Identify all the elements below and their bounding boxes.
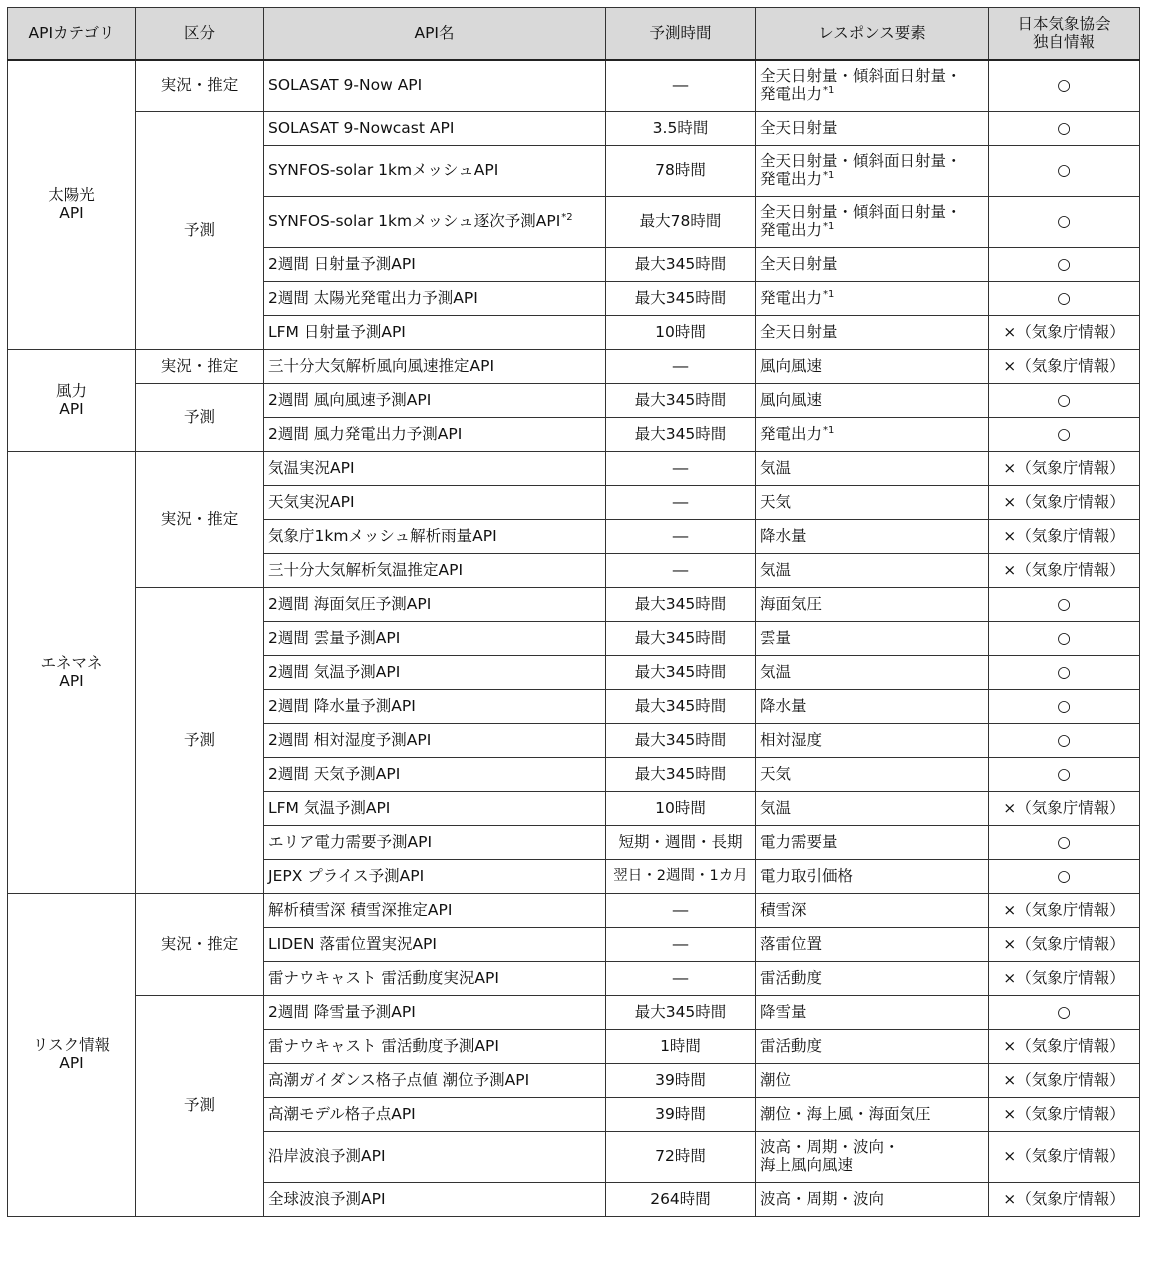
- forecast-time: 最大345時間: [606, 724, 756, 758]
- forecast-time: 78時間: [606, 146, 756, 197]
- api-list-table: [7, 7, 1140, 1217]
- footnote-mark: *2: [561, 212, 573, 224]
- original-info: ×（気象庁情報）: [989, 1064, 1140, 1098]
- table-row: [8, 350, 1140, 384]
- response-elements: 雷活動度: [756, 962, 989, 996]
- kubun-cell: 予測: [136, 384, 264, 452]
- response-elements: 電力取引価格: [756, 860, 989, 894]
- forecast-time: 短期・週間・長期: [606, 826, 756, 860]
- api-name: SYNFOS-solar 1kmメッシュAPI: [264, 146, 606, 197]
- original-info: ×（気象庁情報）: [989, 1098, 1140, 1132]
- api-name: 2週間 風力発電出力予測API: [264, 418, 606, 452]
- forecast-time: 最大345時間: [606, 656, 756, 690]
- api-name: 気象庁1kmメッシュ解析雨量API: [264, 520, 606, 554]
- response-elements: 海面気圧: [756, 588, 989, 622]
- original-info: ○: [989, 418, 1140, 452]
- forecast-time: ―: [606, 486, 756, 520]
- response-elements: 降雪量: [756, 996, 989, 1030]
- kubun-cell: 予測: [136, 996, 264, 1217]
- forecast-time: ―: [606, 928, 756, 962]
- response-elements: 落雷位置: [756, 928, 989, 962]
- original-info: ○: [989, 724, 1140, 758]
- forecast-time: ―: [606, 350, 756, 384]
- response-elements: 全天日射量: [756, 316, 989, 350]
- api-name: 2週間 海面気圧予測API: [264, 588, 606, 622]
- response-elements: 降水量: [756, 520, 989, 554]
- header-original-info: 日本気象協会 独自情報: [989, 8, 1140, 61]
- api-name: 三十分大気解析気温推定API: [264, 554, 606, 588]
- api-name: エリア電力需要予測API: [264, 826, 606, 860]
- forecast-time: ―: [606, 60, 756, 112]
- footnote-mark: *1: [823, 170, 835, 181]
- api-name: 2週間 天気予測API: [264, 758, 606, 792]
- forecast-time: 翌日・2週間・1カ月: [606, 860, 756, 894]
- forecast-time: 39時間: [606, 1064, 756, 1098]
- footnote-mark: *1: [823, 288, 835, 300]
- api-name: 全球波浪予測API: [264, 1183, 606, 1217]
- category-wind: 風力 API: [8, 350, 136, 452]
- original-info: ○: [989, 860, 1140, 894]
- original-info: ×（気象庁情報）: [989, 316, 1140, 350]
- api-name: 沿岸波浪予測API: [264, 1132, 606, 1183]
- category-enemane: エネマネ API: [8, 452, 136, 894]
- response-elements: 気温: [756, 554, 989, 588]
- footnote-mark: *1: [823, 85, 835, 96]
- response-elements: 気温: [756, 792, 989, 826]
- forecast-time: 72時間: [606, 1132, 756, 1183]
- forecast-time: 39時間: [606, 1098, 756, 1132]
- forecast-time: 最大345時間: [606, 622, 756, 656]
- response-elements: 風向風速: [756, 350, 989, 384]
- table-row: [8, 112, 1140, 146]
- response-elements: 電力需要量: [756, 826, 989, 860]
- api-name: 三十分大気解析風向風速推定API: [264, 350, 606, 384]
- original-info: ○: [989, 588, 1140, 622]
- forecast-time: 最大345時間: [606, 282, 756, 316]
- original-info: ○: [989, 656, 1140, 690]
- original-info: ×（気象庁情報）: [989, 1030, 1140, 1064]
- forecast-time: 3.5時間: [606, 112, 756, 146]
- response-elements: 潮位: [756, 1064, 989, 1098]
- response-elements: 雷活動度: [756, 1030, 989, 1064]
- kubun-cell: 実況・推定: [136, 60, 264, 112]
- api-name: 2週間 太陽光発電出力予測API: [264, 282, 606, 316]
- api-name: 2週間 降雪量予測API: [264, 996, 606, 1030]
- response-elements: 全天日射量・傾斜面日射量・ 発電出力$^{*1}$: [756, 60, 989, 112]
- original-info: ○: [989, 146, 1140, 197]
- api-name: 2週間 日射量予測API: [264, 248, 606, 282]
- response-elements: 降水量: [756, 690, 989, 724]
- response-elements: 雲量: [756, 622, 989, 656]
- api-table-container: [7, 7, 1140, 1217]
- original-info: ○: [989, 384, 1140, 418]
- original-info: ○: [989, 826, 1140, 860]
- api-name: LFM 日射量予測API: [264, 316, 606, 350]
- response-elements: 全天日射量: [756, 112, 989, 146]
- api-name: LIDEN 落雷位置実況API: [264, 928, 606, 962]
- category-risk: リスク情報 API: [8, 894, 136, 1217]
- original-info: ×（気象庁情報）: [989, 452, 1140, 486]
- response-elements: 発電出力$^{*1}$: [756, 418, 989, 452]
- response-elements: 風向風速: [756, 384, 989, 418]
- forecast-time: ―: [606, 520, 756, 554]
- original-info: ×（気象庁情報）: [989, 486, 1140, 520]
- original-info: ×（気象庁情報）: [989, 1132, 1140, 1183]
- original-info: ○: [989, 690, 1140, 724]
- kubun-cell: 実況・推定: [136, 452, 264, 588]
- original-info: ×（気象庁情報）: [989, 792, 1140, 826]
- table-row: [8, 452, 1140, 486]
- response-elements: 気温: [756, 656, 989, 690]
- forecast-time: 最大345時間: [606, 418, 756, 452]
- forecast-time: 最大345時間: [606, 758, 756, 792]
- forecast-time: ―: [606, 962, 756, 996]
- forecast-time: 10時間: [606, 316, 756, 350]
- api-name: 気温実況API: [264, 452, 606, 486]
- kubun-cell: 予測: [136, 112, 264, 350]
- response-elements: 波高・周期・波向: [756, 1183, 989, 1217]
- original-info: ×（気象庁情報）: [989, 962, 1140, 996]
- original-info: ○: [989, 622, 1140, 656]
- kubun-cell: 予測: [136, 588, 264, 894]
- forecast-time: ―: [606, 554, 756, 588]
- original-info: ○: [989, 248, 1140, 282]
- api-name: 2週間 降水量予測API: [264, 690, 606, 724]
- original-info: ×（気象庁情報）: [989, 928, 1140, 962]
- table-row: [8, 588, 1140, 622]
- original-info: ×（気象庁情報）: [989, 1183, 1140, 1217]
- original-info: ○: [989, 197, 1140, 248]
- header-row: [8, 8, 1140, 61]
- response-elements: 潮位・海上風・海面気圧: [756, 1098, 989, 1132]
- api-name: 2週間 相対湿度予測API: [264, 724, 606, 758]
- category-solar: 太陽光 API: [8, 60, 136, 350]
- original-info: ×（気象庁情報）: [989, 350, 1140, 384]
- table-row: [8, 894, 1140, 928]
- original-info: ○: [989, 996, 1140, 1030]
- kubun-cell: 実況・推定: [136, 350, 264, 384]
- response-elements: 天気: [756, 758, 989, 792]
- response-elements: 天気: [756, 486, 989, 520]
- header-kubun: 区分: [136, 8, 264, 61]
- original-info: ×（気象庁情報）: [989, 894, 1140, 928]
- api-name: SYNFOS-solar 1kmメッシュ逐次予測API$^{*2}$: [264, 197, 606, 248]
- api-name: SOLASAT 9-Nowcast API: [264, 112, 606, 146]
- api-name: 解析積雪深 積雪深推定API: [264, 894, 606, 928]
- original-info: ○: [989, 282, 1140, 316]
- response-elements: 気温: [756, 452, 989, 486]
- api-name: SOLASAT 9-Now API: [264, 60, 606, 112]
- footnote-mark: *1: [823, 221, 835, 232]
- response-elements: 波高・周期・波向・ 海上風向風速: [756, 1132, 989, 1183]
- kubun-cell: 実況・推定: [136, 894, 264, 996]
- forecast-time: 最大345時間: [606, 996, 756, 1030]
- response-elements: 全天日射量・傾斜面日射量・ 発電出力$^{*1}$: [756, 197, 989, 248]
- api-name: 2週間 風向風速予測API: [264, 384, 606, 418]
- response-elements: 相対湿度: [756, 724, 989, 758]
- forecast-time: 最大78時間: [606, 197, 756, 248]
- api-name: 天気実況API: [264, 486, 606, 520]
- forecast-time: 264時間: [606, 1183, 756, 1217]
- api-name: 雷ナウキャスト 雷活動度実況API: [264, 962, 606, 996]
- table-row: [8, 996, 1140, 1030]
- header-forecast-time: 予測時間: [606, 8, 756, 61]
- forecast-time: 最大345時間: [606, 248, 756, 282]
- api-name: 高潮モデル格子点API: [264, 1098, 606, 1132]
- forecast-time: 1時間: [606, 1030, 756, 1064]
- original-info: ×（気象庁情報）: [989, 520, 1140, 554]
- forecast-time: 最大345時間: [606, 588, 756, 622]
- original-info: ○: [989, 60, 1140, 112]
- forecast-time: ―: [606, 452, 756, 486]
- header-response-elements: レスポンス要素: [756, 8, 989, 61]
- api-name: 2週間 雲量予測API: [264, 622, 606, 656]
- forecast-time: ―: [606, 894, 756, 928]
- response-elements: 全天日射量: [756, 248, 989, 282]
- response-elements: 積雪深: [756, 894, 989, 928]
- response-elements: 全天日射量・傾斜面日射量・ 発電出力$^{*1}$: [756, 146, 989, 197]
- header-api-name: API名: [264, 8, 606, 61]
- forecast-time: 最大345時間: [606, 690, 756, 724]
- table-row: [8, 384, 1140, 418]
- forecast-time: 最大345時間: [606, 384, 756, 418]
- api-name: 2週間 気温予測API: [264, 656, 606, 690]
- header-category: APIカテゴリ: [8, 8, 136, 61]
- api-name: 高潮ガイダンス格子点値 潮位予測API: [264, 1064, 606, 1098]
- footnote-mark: *1: [823, 424, 835, 436]
- original-info: ×（気象庁情報）: [989, 554, 1140, 588]
- original-info: ○: [989, 758, 1140, 792]
- api-name: 雷ナウキャスト 雷活動度予測API: [264, 1030, 606, 1064]
- table-row: [8, 60, 1140, 112]
- forecast-time: 10時間: [606, 792, 756, 826]
- api-name: JEPX プライス予測API: [264, 860, 606, 894]
- api-name: LFM 気温予測API: [264, 792, 606, 826]
- original-info: ○: [989, 112, 1140, 146]
- response-elements: 発電出力$^{*1}$: [756, 282, 989, 316]
